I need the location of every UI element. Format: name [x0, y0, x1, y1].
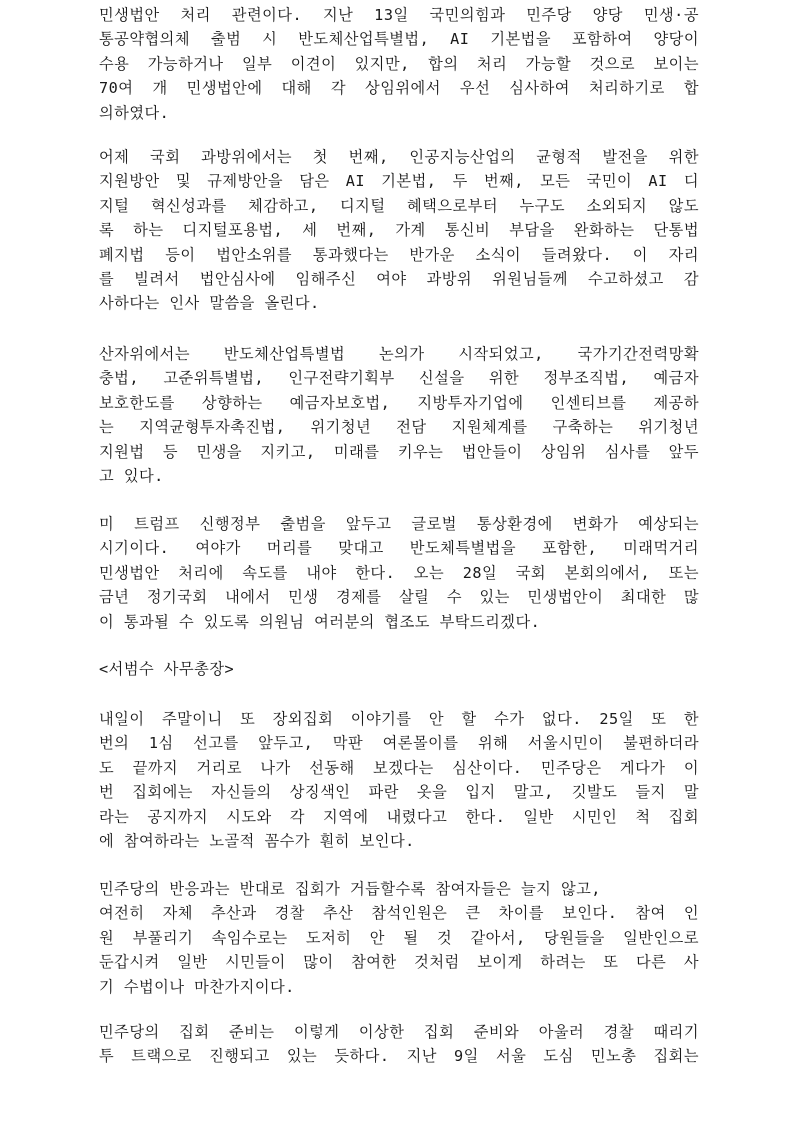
paragraph: [99, 3, 699, 125]
text-line: 투 트랙으로 진행되고 있는 듯하다. 지난 9일 서울 도심 민노총 집회는: [99, 1047, 699, 1066]
paragraph: [99, 512, 699, 634]
text-line: 의하였다.: [99, 103, 170, 122]
text-line: 록 하는 디지털포용법, 세 번째, 가계 통신비 부담을 완화하는 단통법: [99, 221, 699, 240]
paragraph: [99, 707, 699, 853]
text-line: 민주당의 집회 준비는 이렇게 이상한 집회 준비와 아울러 경찰 때리기: [99, 1023, 699, 1041]
text-line: 사하다는 인사 말씀을 올린다.: [99, 294, 320, 313]
text-line: 기 수법이나 마찬가지이다.: [99, 977, 295, 996]
text-line: 지원법 등 민생을 지키고, 미래를 키우는 법안들이 상임위 심사를 앞두: [99, 442, 699, 461]
text-line: 내일이 주말이니 또 장외집회 이야기를 안 할 수가 없다. 25일 또 한: [99, 710, 699, 728]
section-heading: [99, 657, 699, 681]
text-line: 산자위에서는 반도체산업특별법 논의가 시작되었고, 국가기간전력망확: [99, 345, 699, 363]
text-line: 민생법안 처리에 속도를 내야 한다. 오는 28일 국회 본회의에서, 또는: [99, 563, 699, 582]
text-line: 이 통과될 수 있도록 의원님 여러분의 협조도 부탁드리겠다.: [99, 612, 541, 631]
text-line: 여전히 자체 추산과 경찰 추산 참석인원은 큰 차이를 보인다. 참여 인: [99, 904, 699, 923]
text-line: 고 있다.: [99, 466, 164, 485]
text-line: 보호한도를 상향하는 예금자보호법, 지방투자기업에 인센티브를 제공하: [99, 393, 699, 412]
text-line: 민주당의 반응과는 반대로 집회가 거듭할수록 참여자들은 늘지 않고,: [99, 880, 601, 898]
text-line: 시기이다. 여야가 머리를 맞대고 반도체특별법을 포함한, 미래먹거리: [99, 539, 699, 558]
text-line: 둔갑시켜 일반 시민들이 많이 참여한 것처럼 보이게 하려는 또 다른 사: [99, 953, 699, 972]
paragraph: [99, 342, 699, 488]
text-line: 는 지역균형투자촉진법, 위기청년 전담 지원체계를 구축하는 위기청년: [99, 418, 699, 437]
text-line: 미 트럼프 신행정부 출범을 앞두고 글로벌 통상환경에 변화가 예상되는: [99, 515, 699, 533]
paragraph: [99, 877, 699, 999]
text-line: 금년 정기국회 내에서 민생 경제를 살릴 수 있는 민생법안이 최대한 많: [99, 588, 699, 607]
text-line: 70여 개 민생법안에 대해 각 상임위에서 우선 심사하여 처리하기로 합: [99, 79, 699, 98]
text-line: 어제 국회 과방위에서는 첫 번째, 인공지능산업의 균형적 발전을 위한: [99, 148, 699, 166]
text-line: 지털 혁신성과를 체감하고, 디지털 혜택으로부터 누구도 소외되지 않도: [99, 196, 699, 215]
text-line: 충법, 고준위특별법, 인구전략기획부 신설을 위한 정부조직법, 예금자: [99, 369, 699, 388]
paragraph: [99, 145, 699, 316]
text-line: 수용 가능하거나 일부 이견이 있지만, 합의 처리 가능할 것으로 보이는: [99, 54, 699, 73]
text-line: 에 참여하라는 노골적 꼼수가 훤히 보인다.: [99, 831, 415, 850]
text-line: 통공약협의체 출범 시 반도체산업특별법, AI 기본법을 포함하여 양당이: [99, 30, 699, 49]
text-line: 민생법안 처리 관련이다. 지난 13일 국민의힘과 민주당 양당 민생·공: [99, 6, 699, 24]
paragraph: [99, 1020, 699, 1069]
text-line: 번 집회에는 자신들의 상징색인 파란 옷을 입지 말고, 깃발도 들지 말: [99, 783, 699, 802]
text-line: 원 부풀리기 속임수로는 도저히 안 될 것 같아서, 당원들을 일반인으로: [99, 928, 699, 947]
text-line: 폐지법 등이 법안소위를 통과했다는 반가운 소식이 들려왔다. 이 자리: [99, 245, 699, 264]
speaker-heading: <서범수 사무총장>: [99, 660, 235, 678]
text-line: 지원방안 및 규제방안을 담은 AI 기본법, 두 번째, 모든 국민이 AI 디: [99, 172, 699, 191]
text-line: 라는 공지까지 시도와 각 지역에 내렸다고 한다. 일반 시민인 척 집회: [99, 807, 699, 826]
text-line: 도 끝까지 거리로 나가 선동해 보겠다는 심산이다. 민주당은 게다가 이: [99, 758, 699, 777]
text-line: 를 빌려서 법안심사에 임해주신 여야 과방위 위원님들께 수고하셨고 감: [99, 269, 699, 288]
text-line: 번의 1심 선고를 앞두고, 막판 여론몰이를 위해 서울시민이 불편하더라: [99, 734, 699, 753]
